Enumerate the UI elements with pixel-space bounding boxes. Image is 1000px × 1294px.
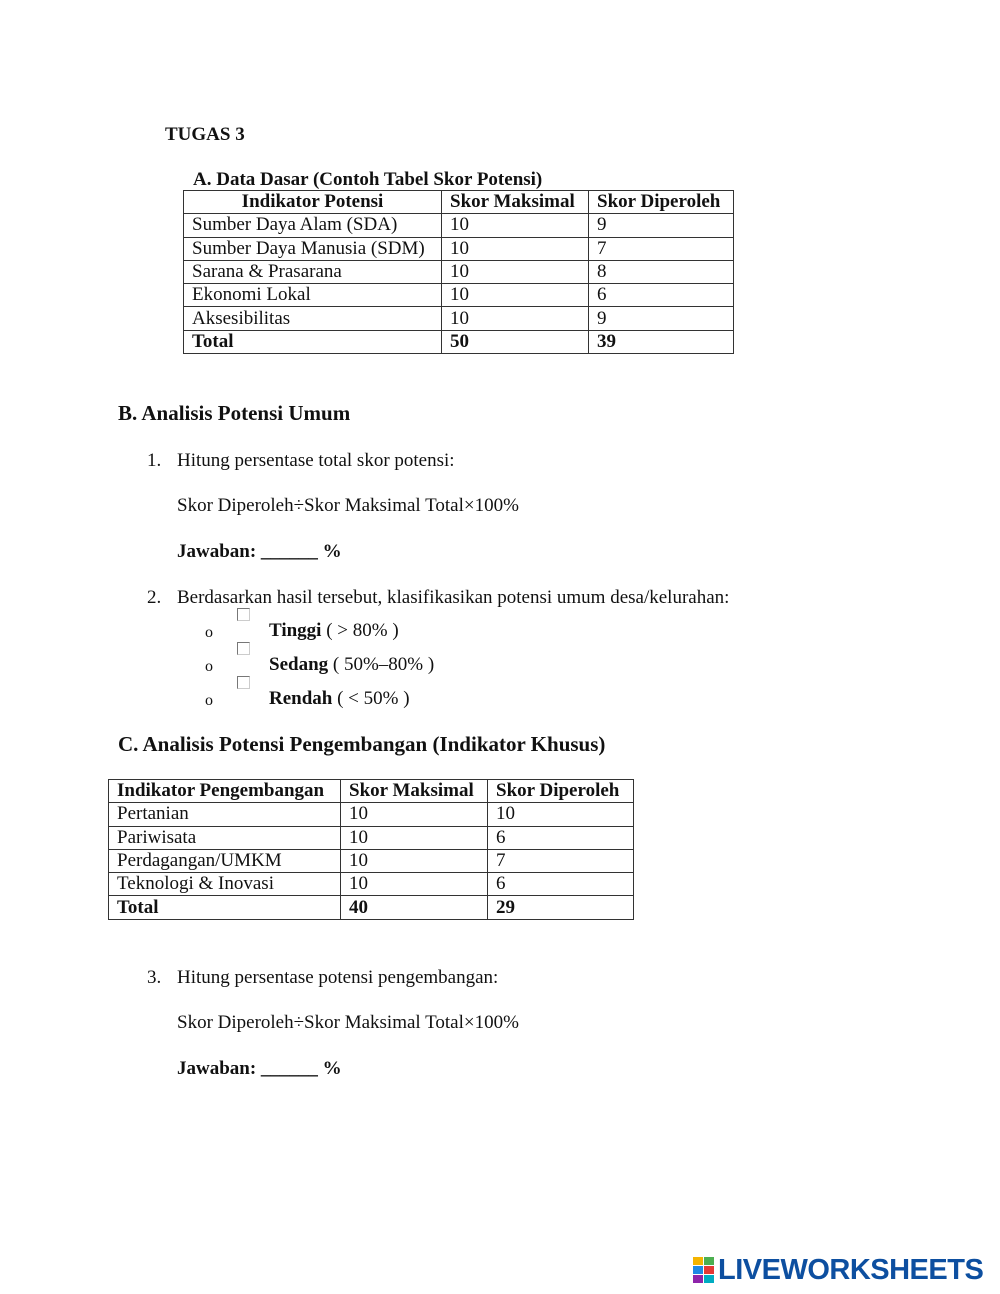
- table-row: [109, 826, 634, 849]
- bullet-icon: o: [205, 658, 213, 675]
- table-row: [184, 284, 734, 307]
- cell-indikator: Sumber Daya Manusia (SDM): [184, 237, 442, 260]
- checkbox-icon[interactable]: [237, 642, 250, 655]
- checkbox-icon[interactable]: [237, 676, 250, 689]
- cell-skor-maksimal: 10: [442, 237, 589, 260]
- table-total-row: [109, 896, 634, 919]
- total-skor-diperoleh: 29: [488, 896, 634, 919]
- logo-block: [693, 1266, 703, 1274]
- cell-skor-diperoleh: 6: [589, 284, 734, 307]
- logo-block: [704, 1257, 714, 1265]
- header-skor-diperoleh: Skor Diperoleh: [589, 191, 734, 214]
- checkbox-icon[interactable]: [237, 608, 250, 621]
- cell-skor-diperoleh: 7: [488, 849, 634, 872]
- formula-text: Skor Diperoleh÷Skor Maksimal Total×100%: [177, 1012, 519, 1033]
- table-header-row: [184, 191, 734, 214]
- liveworksheets-logo: [693, 1255, 983, 1285]
- answer-field[interactable]: Jawaban: ______ %: [177, 541, 342, 562]
- section-c-heading: C. Analisis Potensi Pengembangan (Indikator Khusus): [118, 732, 606, 756]
- logo-block: [704, 1275, 714, 1283]
- cell-indikator: Pertanian: [109, 803, 341, 826]
- bullet-icon: o: [205, 692, 213, 709]
- option-range: ( 50%–80% ): [328, 654, 435, 675]
- cell-skor-maksimal: 10: [341, 873, 488, 896]
- question-number: 3.: [147, 967, 162, 988]
- table-row: [184, 307, 734, 330]
- cell-skor-maksimal: 10: [442, 214, 589, 237]
- header-skor-maksimal: Skor Maksimal: [442, 191, 589, 214]
- table-header-row: [109, 780, 634, 803]
- cell-skor-diperoleh: 7: [589, 237, 734, 260]
- logo-blocks-icon: [693, 1257, 714, 1283]
- question-number: 1.: [147, 450, 162, 471]
- question-text: Hitung persentase potensi pengembangan:: [177, 967, 499, 988]
- cell-indikator: Perdagangan/UMKM: [109, 849, 341, 872]
- potensi-table: [183, 190, 734, 354]
- cell-indikator: Pariwisata: [109, 826, 341, 849]
- total-label: Total: [184, 330, 442, 353]
- table-row: [184, 237, 734, 260]
- logo-text: LIVEWORKSHEETS: [718, 1253, 984, 1286]
- formula-text: Skor Diperoleh÷Skor Maksimal Total×100%: [177, 495, 519, 516]
- cell-indikator: Sumber Daya Alam (SDA): [184, 214, 442, 237]
- cell-skor-maksimal: 10: [442, 260, 589, 283]
- option-range: ( < 50% ): [332, 688, 410, 709]
- total-skor-maksimal: 50: [442, 330, 589, 353]
- logo-block: [693, 1257, 703, 1265]
- cell-skor-diperoleh: 8: [589, 260, 734, 283]
- cell-indikator: Ekonomi Lokal: [184, 284, 442, 307]
- cell-skor-diperoleh: 6: [488, 873, 634, 896]
- cell-skor-maksimal: 10: [341, 826, 488, 849]
- cell-skor-diperoleh: 9: [589, 214, 734, 237]
- table-row: [109, 803, 634, 826]
- question-text: Berdasarkan hasil tersebut, klasifikasikan potensi umum desa/kelurahan:: [177, 587, 730, 608]
- cell-skor-maksimal: 10: [442, 307, 589, 330]
- logo-block: [693, 1275, 703, 1283]
- total-skor-diperoleh: 39: [589, 330, 734, 353]
- cell-skor-diperoleh: 6: [488, 826, 634, 849]
- page-title: TUGAS 3: [165, 124, 245, 145]
- total-label: Total: [109, 896, 341, 919]
- cell-skor-diperoleh: 10: [488, 803, 634, 826]
- cell-skor-maksimal: 10: [442, 284, 589, 307]
- pengembangan-table: [108, 779, 634, 920]
- table-row: [109, 849, 634, 872]
- cell-indikator: Aksesibilitas: [184, 307, 442, 330]
- option-label: Tinggi: [269, 620, 322, 641]
- question-text: Hitung persentase total skor potensi:: [177, 450, 455, 471]
- cell-skor-diperoleh: 9: [589, 307, 734, 330]
- table-row: [109, 873, 634, 896]
- cell-indikator: Sarana & Prasarana: [184, 260, 442, 283]
- table-row: [184, 260, 734, 283]
- cell-skor-maksimal: 10: [341, 803, 488, 826]
- table-total-row: [184, 330, 734, 353]
- logo-block: [704, 1266, 714, 1274]
- table-a-caption: A. Data Dasar (Contoh Tabel Skor Potensi): [193, 169, 543, 190]
- option-label: Sedang: [269, 654, 329, 675]
- cell-indikator: Teknologi & Inovasi: [109, 873, 341, 896]
- bullet-icon: o: [205, 624, 213, 641]
- cell-skor-maksimal: 10: [341, 849, 488, 872]
- header-indikator: Indikator Potensi: [184, 191, 442, 214]
- header-skor-maksimal: Skor Maksimal: [341, 780, 488, 803]
- table-row: [184, 214, 734, 237]
- question-number: 2.: [147, 587, 162, 608]
- option-range: ( > 80% ): [321, 620, 399, 641]
- total-skor-maksimal: 40: [341, 896, 488, 919]
- option-label: Rendah: [269, 688, 333, 709]
- header-indikator: Indikator Pengembangan: [109, 780, 341, 803]
- section-b-heading: B. Analisis Potensi Umum: [118, 401, 351, 425]
- answer-field[interactable]: Jawaban: ______ %: [177, 1058, 342, 1079]
- header-skor-diperoleh: Skor Diperoleh: [488, 780, 634, 803]
